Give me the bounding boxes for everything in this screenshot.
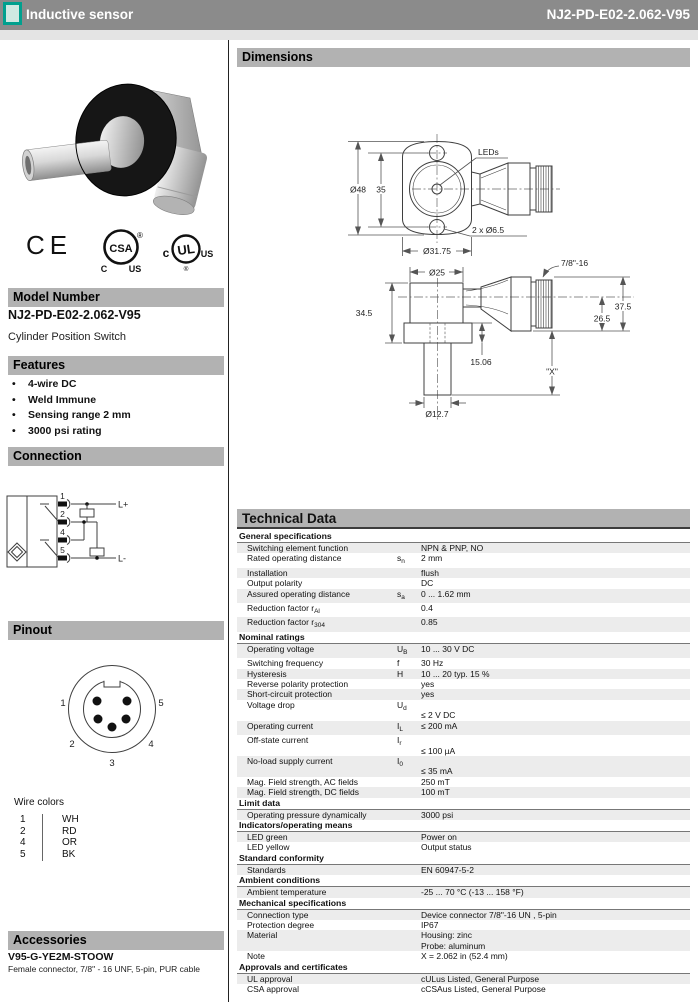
header-part-number: NJ2-PD-E02-2.062-V95: [546, 7, 690, 22]
column-divider: [228, 40, 229, 1002]
spec-value-line: Output status: [421, 842, 472, 853]
spec-value: [421, 679, 690, 689]
model-number-subtitle: Cylinder Position Switch: [8, 331, 126, 343]
header-shadow-strip: [0, 30, 698, 40]
wire-color-code: WH: [62, 814, 79, 825]
spec-value-line: cCSAus Listed, General Purpose: [421, 984, 546, 994]
spec-value-line: DC: [421, 578, 434, 589]
spec-value-line: 0.85: [421, 617, 438, 628]
spec-value: [421, 669, 690, 679]
spec-symbol: [397, 832, 421, 842]
spec-symbol: [397, 842, 421, 852]
spec-symbol: [397, 974, 421, 984]
spec-value-line: [421, 756, 690, 766]
dim-x: "X": [546, 366, 558, 377]
feature-label: 4-wire DC: [28, 378, 77, 390]
spec-value: [421, 787, 690, 797]
spec-label: Material: [247, 930, 278, 941]
accessory-description: Female connector, 7/8" - 16 UNF, 5-pin, PUR cable: [8, 964, 200, 974]
product-photo: [12, 48, 217, 228]
spec-symbol: [397, 787, 421, 797]
spec-value: [421, 603, 690, 617]
pin4-label: 4: [60, 527, 65, 537]
spec-label: Rated operating distance: [247, 553, 342, 564]
pinout-label-2: 2: [69, 739, 75, 750]
spec-symbol: $U_B$: [397, 643, 408, 656]
spec-value-line: flush: [421, 567, 439, 578]
spec-label: Connection type: [247, 909, 309, 920]
accessory-model: V95-G-YE2M-STOOW: [8, 951, 114, 963]
spec-row: [237, 756, 690, 777]
wire-color-row: [14, 814, 154, 826]
wire-color-row: [14, 826, 154, 838]
bullet-icon: •: [12, 378, 16, 390]
dim-265: 26.5: [593, 313, 611, 324]
spec-section-header: Approvals and certificates: [237, 962, 690, 974]
spec-section-header: Indicators/operating means: [237, 820, 690, 832]
wire-colors-title: Wire colors: [14, 797, 65, 808]
spec-value-line: [421, 735, 690, 745]
spec-row: [237, 578, 690, 588]
spec-label: UL approval: [247, 973, 293, 984]
feature-label: Weld Immune: [28, 393, 97, 406]
spec-value: [421, 810, 690, 820]
svg-text:US: US: [128, 264, 142, 274]
spec-label: Installation: [247, 567, 288, 578]
leds-label: LEDs: [478, 147, 499, 157]
spec-value-line: ≤ 200 mA: [421, 720, 458, 731]
wire-color-code: OR: [62, 837, 77, 849]
spec-symbol: $s_n$: [397, 553, 405, 566]
spec-row: [237, 984, 690, 994]
spec-row: [237, 603, 690, 617]
spec-value-line: ≤ 35 mA: [421, 766, 453, 777]
pinout-label-1: 1: [60, 698, 66, 709]
spec-value-line: ≤ 2 V DC: [421, 710, 456, 721]
spec-value-line: -25 ... 70 °C (-13 ... 158 °F): [421, 887, 524, 898]
accessories-heading: Accessories: [8, 931, 224, 950]
spec-value: [421, 700, 690, 721]
spec-row: [237, 842, 690, 852]
spec-label: Operating pressure dynamically: [247, 809, 367, 820]
spec-value: [421, 617, 690, 631]
spec-label: Mag. Field strength, AC fields: [247, 776, 359, 787]
dimensions-heading: Dimensions: [237, 48, 690, 67]
dim-dia25: Ø25: [428, 267, 446, 278]
spec-value: [421, 553, 690, 567]
pinout-heading: Pinout: [8, 621, 224, 640]
bullet-icon: •: [12, 393, 16, 406]
spec-value-line: [421, 700, 690, 710]
spec-value-line: ≤ 100 µA: [421, 745, 456, 756]
spec-value: [421, 974, 690, 984]
spec-row: [237, 553, 690, 567]
spec-row: [237, 930, 690, 951]
spec-value-line: Housing: zinc: [421, 930, 473, 941]
wire-colors-table: [14, 814, 154, 861]
spec-value: [421, 721, 690, 735]
spec-value: [421, 842, 690, 852]
spec-value: [421, 777, 690, 787]
spec-row: [237, 721, 690, 735]
spec-row: [237, 887, 690, 897]
spec-section-header: Standard conformity: [237, 853, 690, 865]
spec-row: [237, 910, 690, 920]
spec-row: [237, 951, 690, 961]
spec-symbol: [397, 568, 421, 578]
dim-375: 37.5: [614, 301, 632, 312]
spec-label: Reduction factor $r_{Al}$: [247, 603, 320, 616]
pin2-label: 2: [60, 509, 65, 519]
spec-row: [237, 568, 690, 578]
pinout-label-5: 5: [158, 698, 164, 709]
spec-row: [237, 700, 690, 721]
spec-row: [237, 920, 690, 930]
spec-row: [237, 810, 690, 820]
spec-value: [421, 689, 690, 699]
dim-dia3175: Ø31.75: [423, 246, 451, 256]
spec-row: [237, 669, 690, 679]
spec-label: Hysteresis: [247, 668, 287, 679]
spec-row: [237, 617, 690, 631]
spec-value-line: 0.4: [421, 603, 433, 614]
spec-section-header: Ambient conditions: [237, 875, 690, 887]
spec-symbol: H: [397, 668, 404, 679]
spec-row: [237, 777, 690, 787]
supply-minus-label: L-: [118, 553, 127, 564]
wire-color-code: RD: [62, 825, 77, 837]
front-view: [347, 134, 560, 256]
feature-label: 3000 psi rating: [28, 424, 102, 437]
spec-value: [421, 920, 690, 930]
dim-35: 35: [376, 184, 386, 195]
pin1-label: 1: [60, 492, 65, 501]
spec-symbol: [397, 910, 421, 920]
spec-row: [237, 679, 690, 689]
spec-row: [237, 787, 690, 797]
spec-symbol: $I_0$: [397, 755, 403, 768]
spec-label: CSA approval: [247, 984, 299, 994]
spec-row: [237, 658, 690, 668]
spec-row: [237, 543, 690, 553]
spec-section-header: Limit data: [237, 798, 690, 810]
spec-row: [237, 735, 690, 756]
page-title: Inductive sensor: [26, 7, 134, 22]
spec-value: [421, 756, 690, 777]
spec-row: [237, 589, 690, 603]
spec-label: Mag. Field strength, DC fields: [247, 787, 359, 798]
spec-symbol: [397, 984, 421, 994]
spec-label: Short-circuit protection: [247, 689, 333, 700]
spec-value: [421, 951, 690, 961]
features-list: [10, 377, 220, 439]
spec-symbol: [397, 951, 421, 961]
spec-symbol: [397, 920, 421, 930]
connection-heading: Connection: [8, 447, 224, 466]
spec-symbol: [397, 777, 421, 787]
wire-color-row: [14, 837, 154, 849]
spec-label: Standards: [247, 864, 286, 875]
spec-row: [237, 974, 690, 984]
wire-pin-number: 2: [14, 826, 43, 838]
spec-symbol: $U_d$: [397, 699, 407, 712]
features-heading: Features: [8, 356, 224, 375]
bullet-icon: •: [12, 409, 16, 421]
spec-value: [421, 644, 690, 658]
spec-value: [421, 735, 690, 756]
supply-plus-label: L+: [118, 499, 129, 510]
spec-value: [421, 865, 690, 875]
connection-diagram: [5, 492, 130, 574]
pinout-diagram: [40, 648, 185, 773]
dim-345: 34.5: [355, 308, 373, 318]
spec-value-line: X = 2.062 in (52.4 mm): [421, 951, 508, 962]
spec-symbol: $I_r$: [397, 735, 402, 748]
spec-value-line: cULus Listed, General Purpose: [421, 973, 540, 984]
svg-text:®: ®: [137, 231, 143, 240]
svg-text:®: ®: [183, 266, 189, 273]
spec-symbol: [397, 603, 421, 617]
spec-value-line: yes: [421, 679, 435, 690]
spec-value-line: Power on: [421, 831, 457, 842]
spec-symbol: [397, 543, 421, 553]
wire-color-row: [14, 849, 154, 861]
spec-symbol: [397, 617, 421, 631]
spec-value: [421, 910, 690, 920]
spec-value-line: NPN & PNP, NO: [421, 543, 484, 553]
spec-section-header: Mechanical specifications: [237, 898, 690, 910]
spec-value-line: 2 mm: [421, 553, 443, 564]
side-view: [356, 258, 636, 420]
csa-mark-icon: [98, 226, 146, 274]
technical-data-heading: Technical Data: [237, 509, 690, 529]
spec-row: [237, 689, 690, 699]
spec-value: [421, 984, 690, 994]
dim-1506: 15.06: [470, 357, 492, 367]
spec-value-line: 10 ... 30 V DC: [421, 643, 475, 654]
ce-mark-icon: CE: [26, 230, 73, 260]
spec-value-line: Probe: aluminum: [421, 940, 486, 951]
spec-label: Off-state current: [247, 735, 309, 746]
spec-label: Assured operating distance: [247, 588, 351, 599]
spec-label: Switching element function: [247, 543, 349, 553]
technical-table: [237, 531, 690, 994]
spec-label: Voltage drop: [247, 699, 295, 710]
spec-label: Operating current: [247, 720, 314, 731]
spec-value-line: 250 mT: [421, 776, 450, 787]
spec-symbol: [397, 930, 421, 951]
pin5-label: 5: [60, 545, 65, 555]
spec-value-line: 0 ... 1.62 mm: [421, 588, 471, 599]
spec-label: Output polarity: [247, 578, 303, 589]
spec-symbol: $s_a$: [397, 588, 405, 601]
spec-value-line: yes: [421, 689, 435, 700]
dim-holes: 2 x Ø6.5: [472, 225, 505, 235]
feature-item: [10, 377, 220, 393]
wire-pin-number: 5: [14, 849, 43, 861]
dim-thread: 7/8"-16: [561, 258, 589, 268]
feature-label: Sensing range 2 mm: [28, 409, 131, 421]
spec-label: Reverse polarity protection: [247, 679, 349, 690]
spec-label: No-load supply current: [247, 755, 333, 766]
spec-value: [421, 589, 690, 603]
svg-text:C: C: [100, 264, 108, 274]
svg-text:UL: UL: [176, 240, 196, 259]
spec-value-line: Device connector 7/8"-16 UN , 5-pin: [421, 909, 557, 920]
spec-symbol: [397, 679, 421, 689]
spec-label: Operating voltage: [247, 643, 315, 654]
spec-label: Protection degree: [247, 919, 315, 930]
spec-value: [421, 578, 690, 588]
spec-label: LED green: [247, 831, 288, 842]
spec-value: [421, 887, 690, 897]
dim-dia48: Ø48: [349, 184, 367, 195]
spec-value-line: 3000 psi: [421, 809, 454, 820]
bullet-icon: •: [12, 424, 16, 437]
spec-symbol: [397, 865, 421, 875]
brand-logo-icon: [3, 2, 22, 25]
spec-symbol: [397, 810, 421, 820]
spec-symbol: f: [397, 658, 400, 669]
model-number-heading: Model Number: [8, 288, 224, 307]
spec-symbol: [397, 578, 421, 588]
spec-value: [421, 832, 690, 842]
svg-text:US: US: [200, 249, 214, 259]
dim-dia127: Ø12.7: [425, 409, 449, 419]
spec-section-header: General specifications: [237, 531, 690, 543]
wire-color-code: BK: [62, 849, 76, 861]
spec-label: Reduction factor $r_{304}$: [247, 617, 325, 630]
feature-item: [10, 424, 220, 440]
feature-item: [10, 393, 220, 409]
spec-value-line: 30 Hz: [421, 658, 444, 669]
spec-row: [237, 644, 690, 658]
spec-symbol: [397, 689, 421, 699]
spec-row: [237, 832, 690, 842]
spec-value-line: 10 ... 20 typ. 15 %: [421, 668, 490, 679]
wire-pin-number: 4: [14, 837, 43, 849]
spec-value: [421, 658, 690, 668]
spec-symbol: $I_L$: [397, 720, 403, 733]
spec-value: [421, 568, 690, 578]
spec-value-line: IP67: [421, 919, 439, 930]
spec-label: Switching frequency: [247, 658, 324, 669]
feature-item: [10, 408, 220, 424]
spec-label: Ambient temperature: [247, 887, 327, 898]
spec-label: LED yellow: [247, 842, 290, 853]
svg-text:c: c: [162, 246, 170, 260]
model-number-value: NJ2-PD-E02-2.062-V95: [8, 308, 141, 322]
ul-mark-icon: [158, 232, 218, 274]
wire-pin-number: 1: [14, 814, 43, 826]
spec-value-line: EN 60947-5-2: [421, 864, 474, 875]
spec-value-line: 100 mT: [421, 787, 450, 798]
spec-label: Note: [247, 951, 265, 962]
spec-section-header: Nominal ratings: [237, 632, 690, 644]
spec-symbol: [397, 887, 421, 897]
spec-value: [421, 930, 690, 951]
pinout-label-4: 4: [148, 739, 154, 750]
pinout-label-3: 3: [109, 758, 115, 769]
spec-row: [237, 865, 690, 875]
spec-value: [421, 543, 690, 553]
dimension-drawing: [340, 132, 650, 427]
svg-text:CSA: CSA: [109, 243, 133, 255]
